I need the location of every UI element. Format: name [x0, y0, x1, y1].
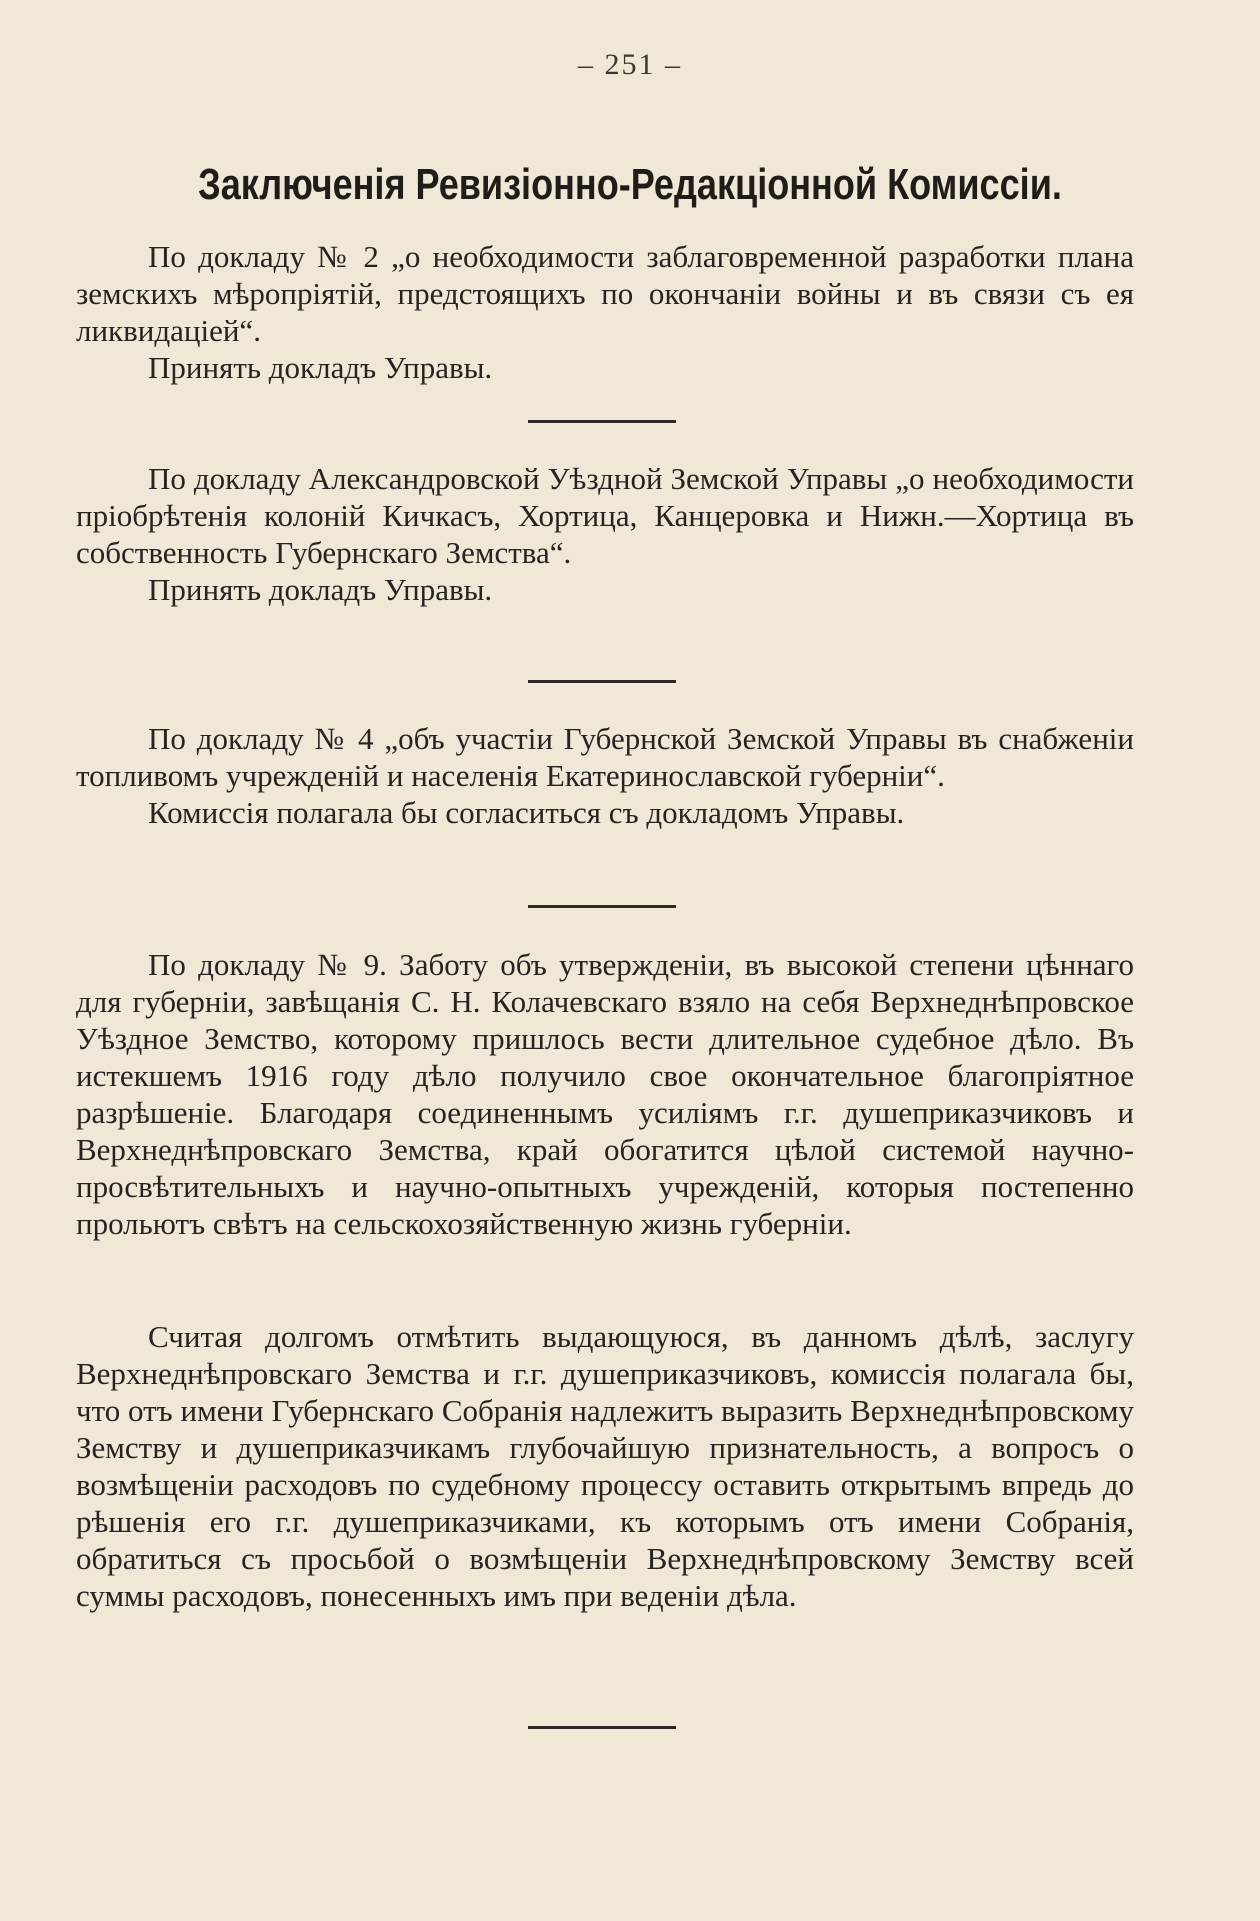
report-paragraph: По докладу № 2 „о необходимости заблаговременной разработки плана земскихъ мѣропріятій, предстоящихъ по окончаніи войны и въ связи съ ея ликвидаціей“. [76, 239, 1134, 348]
section-divider [528, 905, 676, 908]
section-report-4 [76, 720, 1134, 831]
decision-paragraph: Комиссія полагала бы согласиться съ докладомъ Управы. [148, 795, 905, 830]
decision-paragraph: Принять докладъ Управы. [148, 350, 493, 385]
section-report-9-conclusion [76, 1318, 1134, 1614]
decision-paragraph: Считая долгомъ отмѣтить выдающуюся, въ данномъ дѣлѣ, заслугу Верхнеднѣпровскаго Земства и г.г. душеприказчиковъ, комиссія полагала бы, что отъ имени Губернскаго Собранія надлежитъ выразить Верхнеднѣпровскому Земству и душеприказчикамъ глубочайшую признательность, а вопросъ о возмѣщеніи расходовъ по судебному процессу оставить открытымъ впредь до рѣшенія его г.г. душеприказчиками, къ которымъ отъ имени Собранія, обратиться съ просьбой о возмѣщеніи Верхнеднѣпровскому Земству всей суммы расходовъ, понесенныхъ имъ при веденіи дѣла. [76, 1319, 1134, 1613]
section-divider [528, 420, 676, 423]
section-divider [528, 680, 676, 683]
section-report-9 [76, 946, 1134, 1242]
page-title: Заключенія Ревизіонно-Редакціонной Комиссіи. [198, 160, 1062, 209]
section-report-2 [76, 238, 1134, 386]
page-number: – 251 – [578, 48, 682, 81]
report-paragraph: По докладу Александровской Уѣздной Земской Управы „о необходимости пріобрѣтенія колоній Кичкасъ, Хортица, Канцеровка и Нижн.—Хортица въ собственность Губернскаго Земства“. [76, 461, 1134, 570]
section-report-aleksandrovsk [76, 460, 1134, 608]
decision-paragraph: Принять докладъ Управы. [148, 572, 493, 607]
report-paragraph: По докладу № 4 „объ участіи Губернской Земской Управы въ снабженіи топливомъ учрежденій и населенія Екатеринославской губерніи“. [76, 721, 1134, 793]
report-paragraph: По докладу № 9. Заботу объ утвержденіи, въ высокой степени цѣннаго для губерніи, завѣщанія С. Н. Колачевскаго взяло на себя Верхнеднѣпровское Уѣздное Земство, которому пришлось вести длительное судебное дѣло. Въ истекшемъ 1916 году дѣло получило свое окончательное благопріятное разрѣшеніе. Благодаря соединеннымъ усиліямъ г.г. душеприказчиковъ и Верхнеднѣпровскаго Земства, край обогатится цѣлой системой научно-просвѣтительныхъ и научно-опытныхъ учрежденій, которыя постепенно прольютъ свѣтъ на сельскохозяйственную жизнь губерніи. [76, 947, 1134, 1241]
section-divider [528, 1726, 676, 1729]
